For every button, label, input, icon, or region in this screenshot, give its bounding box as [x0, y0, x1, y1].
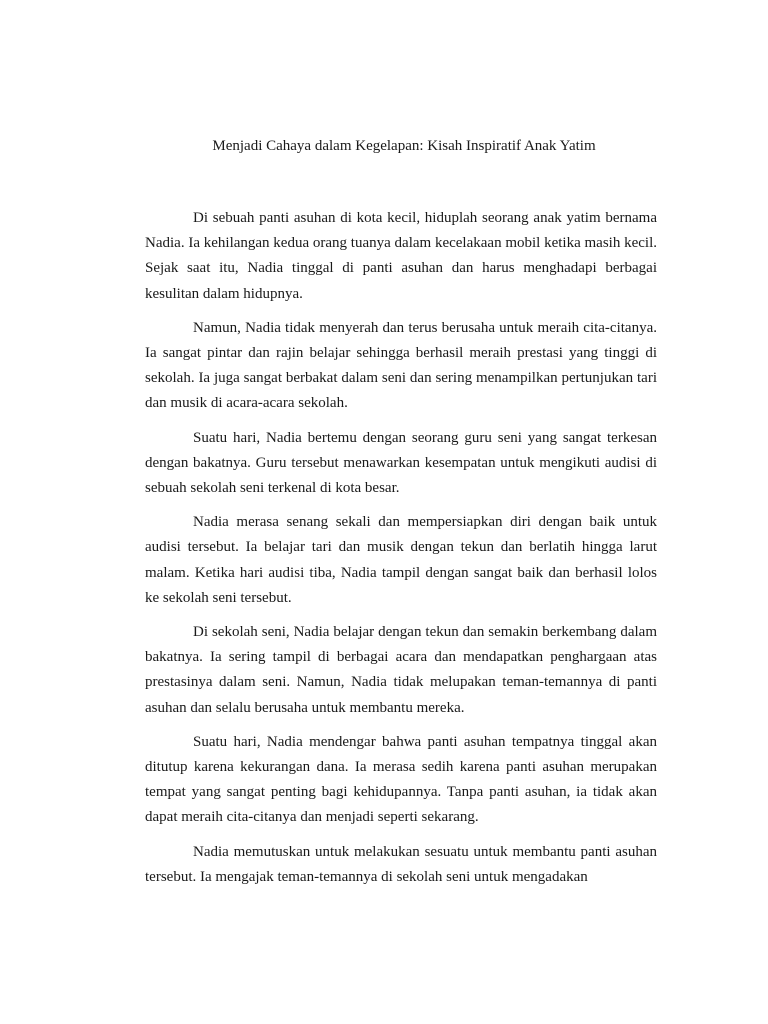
paragraph: Di sebuah panti asuhan di kota kecil, hiduplah seorang anak yatim bernama Nadia. Ia kehilangan kedua orang tuanya dalam kecelakaan mobil ketika masih kecil. Sejak saat itu, Nadia tinggal di panti asuhan dan harus menghadapi berbagai kesulitan dalam hidupnya.	[145, 210, 657, 302]
document-body	[145, 206, 657, 899]
paragraph: Nadia memutuskan untuk melakukan sesuatu untuk membantu panti asuhan tersebut. Ia mengajak teman-temannya di sekolah seni untuk mengadakan	[145, 843, 657, 885]
document-title: Menjadi Cahaya dalam Kegelapan: Kisah Inspiratif Anak Yatim	[212, 138, 596, 154]
paragraph: Di sekolah seni, Nadia belajar dengan tekun dan semakin berkembang dalam bakatnya. Ia sering tampil di berbagai acara dan mendapatkan penghargaan atas prestasinya dalam seni. Namun, Nadia tidak melupakan teman-temannya di panti asuhan dan selalu berusaha untuk membantu mereka.	[145, 624, 657, 716]
paragraph: Suatu hari, Nadia mendengar bahwa panti asuhan tempatnya tinggal akan ditutup karena kekurangan dana. Ia merasa sedih karena panti asuhan merupakan tempat yang sangat penting bagi kehidupannya. Tanpa panti asuhan, ia tidak akan dapat meraih cita-citanya dan menjadi seperti sekarang.	[145, 733, 657, 826]
paragraph: Suatu hari, Nadia bertemu dengan seorang guru seni yang sangat terkesan dengan bakatnya. Guru tersebut menawarkan kesempatan untuk mengikuti audisi di sebuah sekolah seni terkenal di kota besar.	[145, 429, 657, 497]
paragraph: Namun, Nadia tidak menyerah dan terus berusaha untuk meraih cita-citanya. Ia sangat pintar dan rajin belajar sehingga berhasil meraih prestasi yang tinggi di sekolah. Ia juga sangat berbakat dalam seni dan sering menampilkan pertunjukan tari dan musik di acara-acara sekolah.	[145, 319, 657, 412]
paragraph: Nadia merasa senang sekali dan mempersiapkan diri dengan baik untuk audisi tersebut. Ia belajar tari dan musik dengan tekun dan berlatih hingga larut malam. Ketika hari audisi tiba, Nadia tampil dengan sangat baik dan berhasil lolos ke sekolah seni tersebut.	[145, 514, 657, 606]
